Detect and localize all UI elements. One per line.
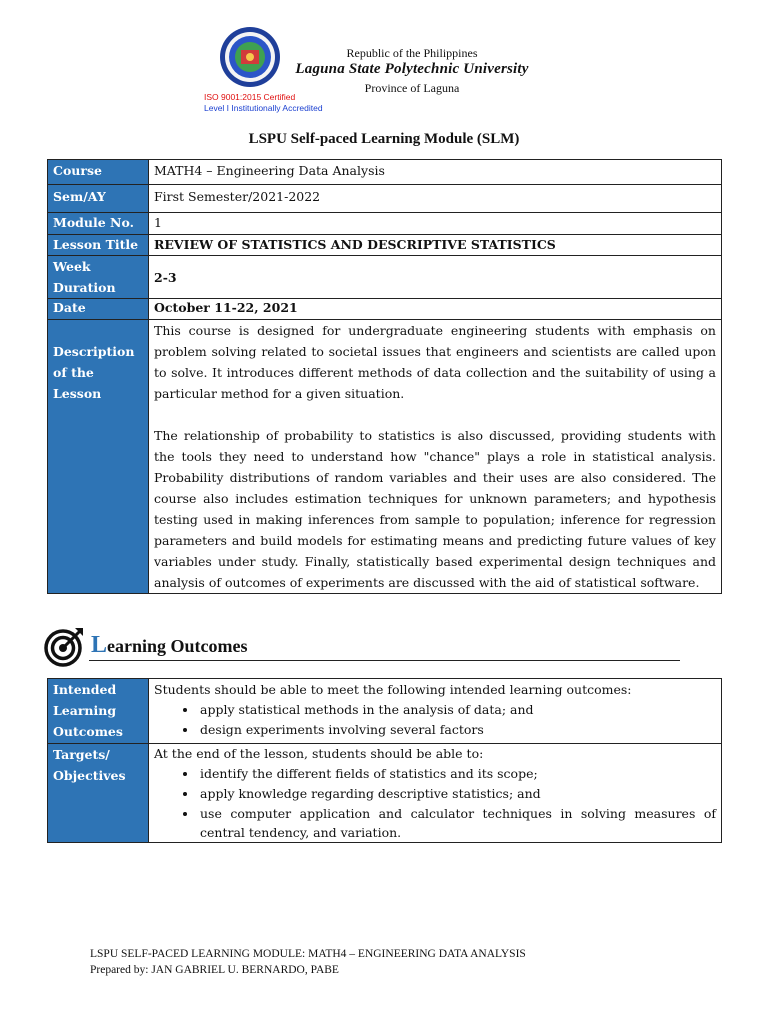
header-province: Province of Laguna	[364, 81, 460, 95]
table-row	[48, 679, 722, 744]
targets-list	[154, 764, 716, 842]
date-value: October 11-22, 2021	[149, 299, 722, 320]
heading-initial: L	[91, 632, 108, 658]
week-duration-value: 2-3	[149, 256, 722, 299]
list-item: • design experiments involving several factors	[198, 720, 716, 740]
targets-label: Targets/ Objectives	[48, 744, 149, 843]
table-row	[48, 235, 722, 256]
date-label: Date	[48, 299, 149, 320]
heading-rest: earning Outcomes	[107, 636, 248, 656]
accreditation-note: Level I Institutionally Accredited	[204, 103, 323, 113]
heading-underline	[89, 660, 680, 661]
description-paragraph-2: The relationship of probability to statistics is also discussed, providing students with the tools they need to understand how "chance" plays a role in statistical analysis. Probability distributions of random variables and their uses are also considered. The course also includes estimation techniques for unknown parameters; and hypothesis testing used in making inferences from sample to population; inference for regression parameters and build models for estimating means and predicting future values of key variables under study. Finally, statistically based experimental design techniques and analysis of outcomes of experiments are discussed with the aid of statistical software.	[154, 428, 716, 590]
table-row	[48, 185, 722, 213]
ilo-list	[154, 700, 716, 740]
table-row	[48, 160, 722, 185]
description-value	[149, 320, 722, 594]
sem-label: Sem/AY	[48, 185, 149, 213]
week-duration-label: Week Duration	[48, 256, 149, 299]
learning-outcomes-table	[47, 678, 722, 843]
lesson-title-value: REVIEW OF STATISTICS AND DESCRIPTIVE STATISTICS	[149, 235, 722, 256]
ilo-intro: Students should be able to meet the following intended learning outcomes:	[154, 682, 632, 697]
table-row	[48, 320, 722, 594]
header-republic: Republic of the Philippines	[346, 46, 478, 60]
list-item: • use computer application and calculator techniques in solving measures of central tendency, and variation.	[198, 804, 716, 842]
table-row	[48, 299, 722, 320]
description-label	[48, 320, 149, 594]
list-item: • apply knowledge regarding descriptive statistics; and	[198, 784, 716, 804]
sem-value: First Semester/2021-2022	[149, 185, 722, 213]
table-row	[48, 213, 722, 235]
header-university-name: Laguna State Polytechnic University	[295, 61, 529, 77]
iso-certification: ISO 9001:2015 Certified	[204, 92, 296, 102]
description-paragraph-1: This course is designed for undergraduate engineering students with emphasis on problem solving related to societal issues that engineers and scientists are called upon to solve. It introduces different methods of data collection and the suitability of using a particular method for a given situation.	[154, 323, 716, 401]
ilo-label: Intended Learning Outcomes	[48, 679, 149, 744]
module-title: LSPU Self-paced Learning Module (SLM)	[248, 131, 520, 147]
description-label-text: Description of the Lesson	[53, 344, 135, 401]
module-no-label: Module No.	[48, 213, 149, 235]
course-info-table	[47, 159, 722, 594]
university-seal-logo	[219, 26, 281, 88]
course-label: Course	[48, 160, 149, 185]
table-row	[48, 256, 722, 299]
list-item: • apply statistical methods in the analysis of data; and	[198, 700, 716, 720]
learning-outcomes-heading	[91, 632, 248, 659]
lesson-title-label: Lesson Title	[48, 235, 149, 256]
targets-intro: At the end of the lesson, students should be able to:	[154, 746, 484, 761]
footer-module-line: LSPU SELF-PACED LEARNING MODULE: MATH4 – ENGINEERING DATA ANALYSIS	[90, 948, 526, 960]
targets-content	[149, 744, 722, 843]
table-row	[48, 744, 722, 843]
target-icon	[43, 624, 87, 668]
module-no-value: 1	[149, 213, 722, 235]
ilo-content	[149, 679, 722, 744]
list-item: • identify the different fields of statistics and its scope;	[198, 764, 716, 784]
course-value: MATH4 – Engineering Data Analysis	[149, 160, 722, 185]
footer-prepared-by: Prepared by: JAN GABRIEL U. BERNARDO, PABE	[90, 964, 339, 976]
